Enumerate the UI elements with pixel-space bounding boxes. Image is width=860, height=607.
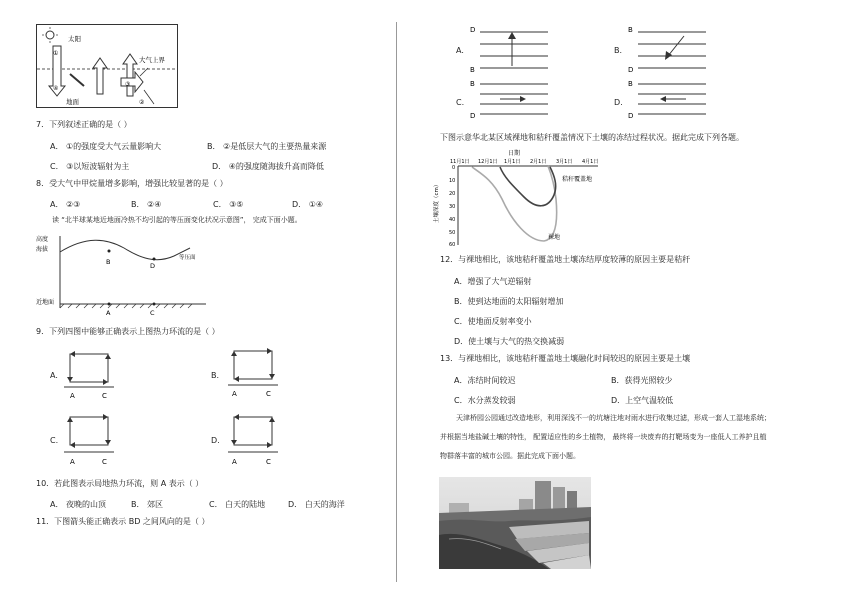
intro-park-line1: 天津桥园公园通过改造地形，利用深浅不一的坑塘注地对雨水进行收集过滤，形成一套人工湿地系统； — [456, 414, 771, 422]
question-12: 12．与裸地相比，该地秸秆覆盖地土壤冻结厚度较薄的原因主要是秸秆 — [440, 255, 691, 264]
svg-text:C: C — [102, 458, 107, 466]
q9-option-d[interactable]: D. — [211, 436, 220, 445]
frozen-soil-diagram — [432, 149, 602, 249]
svg-text:D: D — [470, 112, 476, 120]
svg-text:③: ③ — [125, 81, 131, 88]
q13-option-b[interactable]: B．获得光照较少 — [611, 376, 673, 385]
svg-text:10: 10 — [449, 178, 456, 184]
svg-text:A: A — [232, 458, 237, 466]
park-photo — [439, 477, 591, 569]
radiation-diagram — [36, 24, 178, 108]
q10-option-a[interactable]: A． 夜晚的山顶 — [50, 500, 107, 509]
q9-c-circulation — [64, 414, 114, 468]
svg-text:A: A — [70, 392, 75, 400]
q8-option-c[interactable]: C． ③⑤ — [213, 200, 244, 209]
isobar-diagram — [36, 234, 206, 316]
svg-text:②: ② — [139, 99, 145, 106]
svg-text:12月1日: 12月1日 — [478, 159, 498, 165]
svg-text:B: B — [628, 26, 633, 34]
q9-option-b[interactable]: B. — [211, 371, 220, 380]
column-divider — [396, 22, 397, 582]
q13-option-a[interactable]: A．冻结时间较迟 — [454, 376, 516, 385]
question-8: 8．受大气中甲烷量增多影响，增强比较显著的是（ ） — [36, 179, 228, 188]
q8-option-b[interactable]: B． ②④ — [131, 200, 162, 209]
q7-option-b[interactable]: B． ②是低层大气的主要热量来源 — [207, 142, 327, 151]
q7-option-a[interactable]: A． ①的强度受大气云量影响大 — [50, 142, 162, 151]
svg-text:A: A — [106, 309, 111, 316]
svg-text:D: D — [150, 262, 156, 270]
svg-text:4月1日: 4月1日 — [582, 159, 599, 165]
intro-frozen-soil: 下图示意华北某区域裸地和秸秆覆盖情况下土壤的冻结过程状况。据此完成下列各题。 — [440, 133, 744, 142]
q9-option-c[interactable]: C. — [50, 436, 59, 445]
svg-text:30: 30 — [449, 204, 456, 210]
svg-text:地面: 地面 — [66, 98, 79, 106]
q9-option-a[interactable]: A. — [50, 371, 58, 380]
svg-text:日期: 日期 — [508, 150, 521, 157]
svg-text:40: 40 — [449, 217, 456, 223]
svg-text:D: D — [628, 66, 634, 72]
svg-text:高度: 高度 — [36, 236, 49, 243]
q10-option-d[interactable]: D． 白天的海洋 — [288, 500, 345, 509]
q12-option-c[interactable]: C．使地面反射率变小 — [454, 317, 532, 326]
svg-text:60: 60 — [449, 242, 456, 248]
q11-a-wind — [470, 24, 550, 72]
svg-text:等压面: 等压面 — [179, 255, 196, 261]
svg-text:①: ① — [53, 50, 59, 57]
q11-option-c[interactable]: C. — [456, 98, 465, 107]
q12-option-d[interactable]: D．使土壤与大气的热交换减弱 — [454, 337, 565, 346]
q11-option-d[interactable]: D. — [614, 98, 623, 107]
svg-text:B: B — [628, 80, 633, 88]
svg-text:海拔: 海拔 — [36, 246, 49, 253]
svg-text:D: D — [628, 112, 634, 120]
svg-text:1月1日: 1月1日 — [504, 159, 521, 165]
q9-d-circulation — [226, 414, 278, 468]
q8-option-a[interactable]: A． ②③ — [50, 200, 81, 209]
intro-park-line2: 并根据当地盐碱土壤的特性， 配置适应性的乡土植物， 最终将一块废弃的打靶场变为一座低人工养护且植 — [440, 433, 767, 441]
q11-c-wind — [470, 80, 550, 122]
q12-option-b[interactable]: B．使到达地面的太阳辐射增加 — [454, 297, 564, 306]
svg-text:太阳: 太阳 — [68, 35, 81, 43]
q9-a-circulation — [64, 351, 114, 403]
svg-text:B: B — [470, 80, 475, 88]
question-9: 9．下列四图中能够正确表示上图热力环流的是（ ） — [36, 327, 220, 336]
q7-option-c[interactable]: C． ③以短波辐射为主 — [50, 162, 130, 171]
question-7: 7．下列叙述正确的是（ ） — [36, 120, 132, 129]
question-10: 10．若此图表示局地热力环流，则 A 表示（ ） — [36, 479, 204, 488]
q12-option-a[interactable]: A．增强了大气逆辐射 — [454, 277, 532, 286]
q10-option-b[interactable]: B． 郊区 — [131, 500, 164, 509]
svg-text:B: B — [470, 66, 475, 72]
q8-option-d[interactable]: D． ①④ — [292, 200, 324, 209]
svg-text:A: A — [70, 458, 75, 466]
q10-option-c[interactable]: C． 白天的陆地 — [209, 500, 266, 509]
svg-text:C: C — [150, 309, 155, 316]
intro-isobar: 读 “北半球某地近地面冷热不均引起的等压面变化状况示意图”， 完成下面小题。 — [52, 216, 302, 224]
svg-text:近地面: 近地面 — [36, 299, 55, 306]
q9-b-circulation — [226, 348, 278, 402]
svg-text:土壤深度（cm）: 土壤深度（cm） — [434, 181, 440, 223]
svg-text:11月1日: 11月1日 — [450, 159, 470, 165]
svg-text:3月1日: 3月1日 — [556, 159, 573, 165]
svg-text:A: A — [232, 390, 237, 398]
svg-text:④: ④ — [53, 85, 59, 92]
q11-b-wind — [628, 24, 708, 72]
question-13: 13．与裸地相比，该地秸秆覆盖地土壤融化时间较迟的原因主要是土壤 — [440, 354, 691, 363]
svg-text:20: 20 — [449, 191, 456, 197]
q11-option-b[interactable]: B. — [614, 46, 623, 55]
svg-text:2月1日: 2月1日 — [530, 159, 547, 165]
q11-option-a[interactable]: A. — [456, 46, 464, 55]
svg-text:C: C — [266, 390, 271, 398]
question-11: 11．下图箭头能正确表示 BD 之间风向的是（ ） — [36, 517, 210, 526]
q13-option-d[interactable]: D．上空气温较低 — [611, 396, 674, 405]
svg-text:C: C — [266, 458, 271, 466]
svg-text:50: 50 — [449, 230, 456, 236]
q13-option-c[interactable]: C．水分蒸发较弱 — [454, 396, 516, 405]
q7-option-d[interactable]: D． ④的强度随海拔升高而降低 — [212, 162, 324, 171]
svg-text:C: C — [102, 392, 107, 400]
svg-text:秸秆覆盖地: 秸秆覆盖地 — [562, 176, 593, 183]
q11-d-wind — [628, 80, 708, 122]
svg-text:裸地: 裸地 — [548, 234, 561, 241]
svg-text:B: B — [106, 258, 111, 266]
intro-park-line3: 物群落丰富的城市公园。据此完成下面小题。 — [440, 452, 580, 460]
svg-text:D: D — [470, 26, 476, 34]
svg-text:0: 0 — [452, 165, 456, 171]
svg-text:大气上界: 大气上界 — [139, 56, 165, 64]
